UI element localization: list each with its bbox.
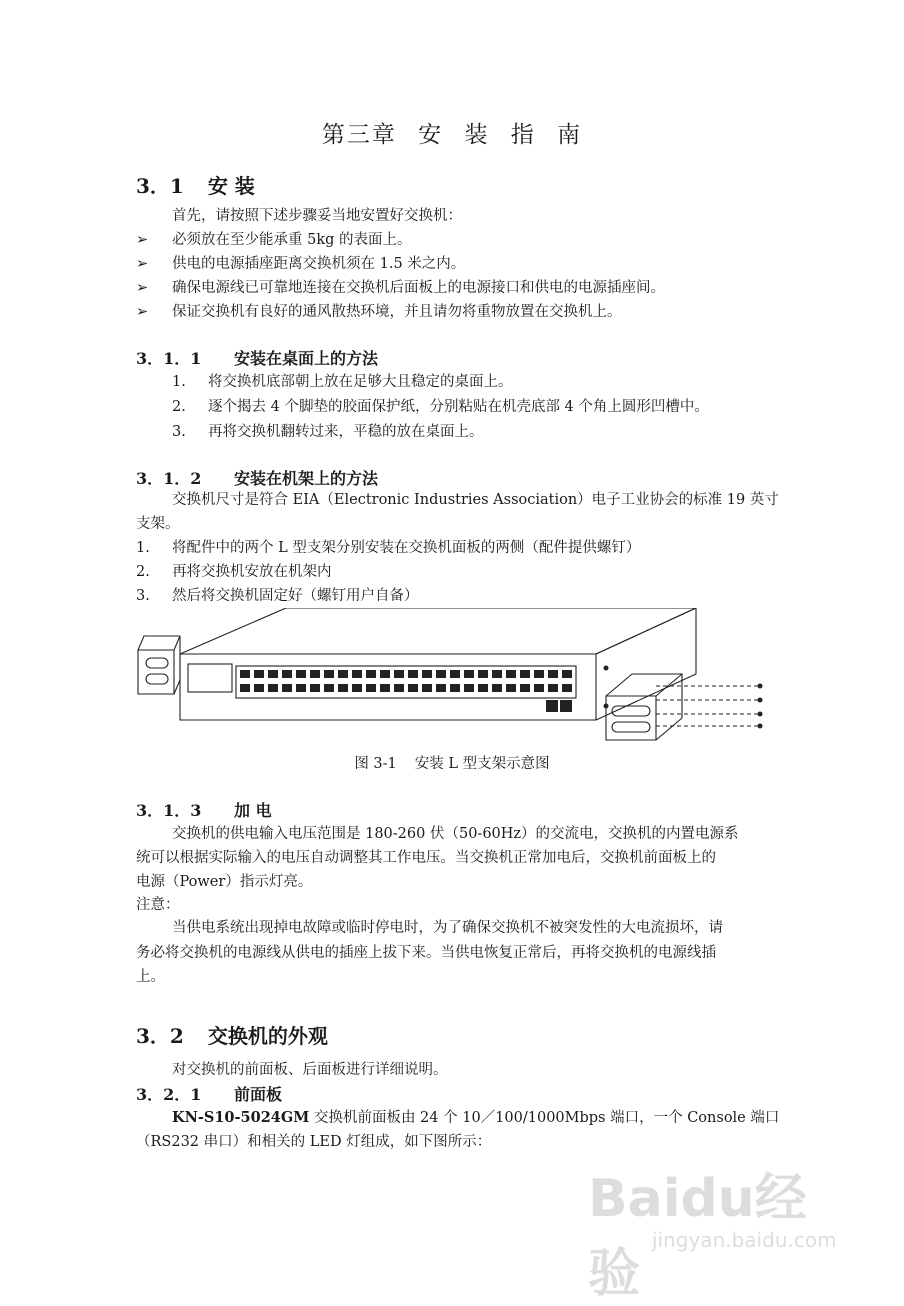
note-label: 注意： (136, 897, 180, 913)
section-title: 安 装 (207, 174, 255, 198)
section-3-2-1-heading (136, 1082, 282, 1105)
paragraph-line: 统可以根据实际输入的电压自动调整其工作电压。当交换机正常加电后，交换机前面板上的 (136, 850, 716, 866)
bullet-item: ➢ 保证交换机有良好的通风散热环境，并且请勿将重物放置在交换机上。 (136, 300, 622, 324)
figure-number: 图 3-1 (354, 756, 397, 772)
paragraph-line: 交换机尺寸是符合 EIA（Electronic Industries Association）电子工业协会的标准 19 英寸 (172, 492, 779, 508)
intro-paragraph: 首先，请按照下述步骤妥当地安置好交换机： (172, 208, 462, 224)
section-3-1-1-heading (136, 346, 378, 369)
paragraph-line: 对交换机的前面板、后面板进行详细说明。 (172, 1062, 448, 1078)
figure-caption-text: 安装 L 型支架示意图 (414, 756, 550, 772)
list-item: 1. 将配件中的两个 L 型支架分别安装在交换机面板的两侧（配件提供螺钉） (136, 540, 641, 556)
section-number: 3．2 (136, 1024, 184, 1048)
figure-caption (0, 752, 904, 773)
paragraph-line: 支架。 (136, 516, 180, 532)
section-title: 加 电 (234, 801, 272, 820)
section-3-2-heading (136, 1020, 328, 1049)
section-number: 3．1．1 (136, 349, 202, 368)
section-number: 3．1 (136, 174, 184, 198)
note-line: 务必将交换机的电源线从供电的插座上拔下来。当供电恢复正常后，再将交换机的电源线插 (136, 945, 716, 961)
bullet-item: ➢ 必须放在至少能承重 5kg 的表面上。 (136, 228, 412, 252)
section-number: 3．2．1 (136, 1085, 202, 1104)
bullet-item: ➢ 确保电源线已可靠地连接在交换机后面板上的电源接口和供电的电源插座间。 (136, 276, 665, 300)
model-name: KN-S10-5024GM (172, 1109, 310, 1126)
watermark-logo: Baidu经验 (588, 1169, 807, 1304)
bullet-arrow-icon: ➢ (136, 304, 149, 320)
paragraph-line: 电源（Power）指示灯亮。 (136, 874, 313, 890)
list-item: 3. 然后将交换机固定好（螺钉用户自备） (136, 588, 419, 604)
chapter-title: 第三章 安 装 指 南 (321, 122, 583, 148)
paragraph-line: KN-S10-5024GM 交换机前面板由 24 个 10／100/1000Mbps 端口，一个 Console 端口 (172, 1109, 780, 1126)
section-3-1-heading (136, 170, 255, 199)
section-title: 前面板 (234, 1085, 283, 1104)
bullet-arrow-icon: ➢ (136, 280, 149, 296)
bullet-arrow-icon: ➢ (136, 256, 149, 272)
section-number: 3．1．2 (136, 469, 202, 488)
bullet-item: ➢ 供电的电源插座距离交换机须在 1.5 米之内。 (136, 252, 465, 276)
list-item: 3. 再将交换机翻转过来，平稳的放在桌面上。 (172, 424, 484, 440)
baidu-watermark (588, 1156, 848, 1304)
watermark-url: jingyan.baidu.com (652, 1228, 837, 1252)
section-number: 3．1．3 (136, 801, 202, 820)
section-3-1-2-heading (136, 466, 378, 489)
list-item: 2. 再将交换机安放在机架内 (136, 564, 332, 580)
list-item: 1. 将交换机底部朝上放在足够大且稳定的桌面上。 (172, 374, 513, 390)
paragraph-line: （RS232 串口）和相关的 LED 灯组成，如下图所示： (136, 1134, 492, 1150)
section-title: 安装在桌面上的方法 (234, 349, 379, 368)
list-item: 2. 逐个揭去 4 个脚垫的胶面保护纸，分别粘贴在机壳底部 4 个角上圆形凹槽中。 (172, 399, 709, 415)
note-line: 上。 (136, 969, 165, 985)
note-line: 当供电系统出现掉电故障或临时停电时，为了确保交换机不被突发性的大电流损坏，请 (172, 920, 723, 936)
paragraph-line: 交换机的供电输入电压范围是 180-260 伏（50-60Hz）的交流电，交换机的内置电源系 (172, 826, 739, 842)
section-title: 安装在机架上的方法 (234, 469, 379, 488)
section-title: 交换机的外观 (207, 1024, 328, 1048)
section-3-1-3-heading (136, 798, 272, 821)
switch-bracket-illustration (136, 608, 768, 744)
bullet-arrow-icon: ➢ (136, 232, 149, 248)
